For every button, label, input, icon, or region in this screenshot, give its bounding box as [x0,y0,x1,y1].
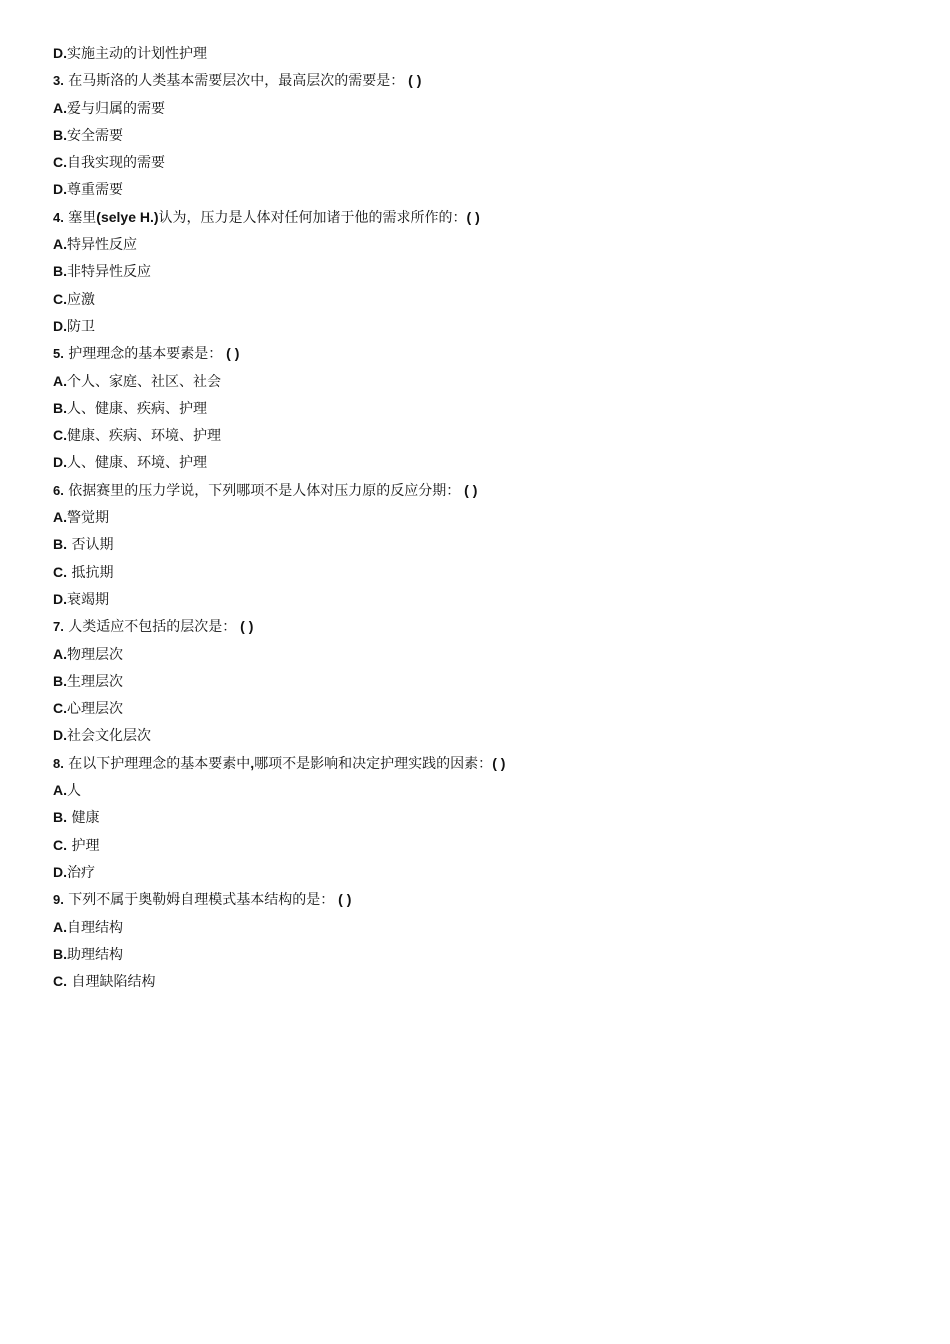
option-text: 人、健康、环境、护理 [67,455,207,472]
option-text: 应激 [67,291,95,308]
question-number: 3. [53,73,64,89]
option-text: 健康、疾病、环境、护理 [67,428,221,445]
question-text: 在马斯洛的人类基本需要层次中，最高层次的需要是： [63,73,405,90]
question-text: 护理理念的基本要素是： [63,346,223,363]
question-text: 人类适应不包括的层次是： [63,619,237,636]
option-text: 护理 [67,837,100,854]
option-line [53,641,913,668]
option-letter: A. [53,645,67,662]
answer-bracket: ( ) [222,345,240,362]
option-letter: C. [53,836,67,853]
option-line [53,559,913,586]
question-line [53,477,913,504]
option-line [53,777,913,804]
question-line [53,340,913,367]
option-letter: D. [53,45,67,61]
option-letter: D. [53,317,67,334]
option-line [53,149,913,176]
option-line [53,914,913,941]
question-number: 9. [53,892,64,908]
option-letter: C. [53,427,67,444]
option-text: 尊重需要 [67,182,123,199]
answer-bracket: ( ) [460,481,478,498]
option-text: 治疗 [67,864,95,881]
option-letter: B. [53,672,67,689]
option-text: 助理结构 [67,946,123,963]
question-line [53,886,913,913]
option-text: 特异性反应 [67,237,137,254]
option-text: 生理层次 [67,673,123,690]
option-letter: A. [53,782,67,799]
answer-bracket: ( ) [492,754,506,771]
option-text: 心理层次 [67,701,123,718]
answer-bracket: ( ) [404,72,422,89]
question-number: 8. [53,755,64,771]
option-line [53,586,913,613]
option-letter: B. [53,945,67,962]
option-text: 非特异性反应 [67,264,151,281]
option-line [53,40,913,67]
option-text: 自我实现的需要 [67,155,165,172]
question-text: 塞里 [63,209,97,226]
option-letter: D. [53,863,67,880]
question-number: 7. [53,619,64,635]
option-line [53,422,913,449]
option-text: 否认期 [67,537,114,554]
option-text: 人 [67,783,81,800]
option-letter: B. [53,536,67,553]
option-line [53,722,913,749]
option-text: 社会文化层次 [67,728,151,745]
option-letter: C. [53,700,67,717]
question-number: 6. [53,482,64,498]
option-line [53,859,913,886]
option-text: 安全需要 [67,127,123,144]
option-text: 自理缺陷结构 [67,974,156,991]
option-letter: B. [53,126,67,143]
option-line [53,804,913,831]
option-letter: A. [53,918,67,935]
option-letter: B. [53,263,67,280]
option-text: 个人、家庭、社区、社会 [67,373,221,390]
question-inline-bold: (selye H.) [96,208,159,225]
option-letter: D. [53,727,67,744]
option-letter: B. [53,399,67,416]
option-text: 抵抗期 [67,564,114,581]
option-line [53,122,913,149]
question-number: 5. [53,346,64,362]
option-text: 健康 [67,810,100,827]
option-letter: B. [53,809,67,826]
question-number: 4. [53,209,64,225]
option-text: 衰竭期 [67,591,109,608]
option-line [53,968,913,995]
option-line [53,504,913,531]
option-letter: A. [53,236,67,253]
option-letter: C. [53,154,67,171]
option-letter: C. [53,563,67,580]
option-line [53,231,913,258]
option-letter: C. [53,290,67,307]
option-line [53,176,913,203]
question-text-tail: 认为，压力是人体对任何加诸于他的需求所作的： [158,209,467,226]
option-line [53,395,913,422]
question-line [53,750,913,777]
option-text: 物理层次 [67,646,123,663]
question-line [53,204,913,231]
question-line [53,67,913,94]
option-text: 防卫 [67,318,95,335]
answer-bracket: ( ) [466,208,480,225]
question-inline-bold: , [250,754,255,771]
option-letter: C. [53,973,67,990]
option-line [53,95,913,122]
question-text-tail: 哪项不是影响和决定护理实践的因素： [254,755,493,772]
answer-bracket: ( ) [334,891,352,908]
option-line [53,668,913,695]
option-letter: A. [53,372,67,389]
option-line [53,286,913,313]
option-line [53,449,913,476]
option-line [53,258,913,285]
option-line [53,313,913,340]
question-line [53,613,913,640]
option-line [53,695,913,722]
option-text: 自理结构 [67,919,123,936]
option-letter: D. [53,181,67,198]
question-text: 依据赛里的压力学说，下列哪项不是人体对压力原的反应分期： [63,482,461,499]
option-text: 警觉期 [67,510,109,527]
option-line [53,368,913,395]
option-line [53,531,913,558]
option-text: 人、健康、疾病、护理 [67,400,207,417]
option-letter: A. [53,99,67,116]
option-text: 实施主动的计划性护理 [67,46,207,62]
document-page [53,40,913,995]
option-line [53,941,913,968]
question-text: 下列不属于奥勒姆自理模式基本结构的是： [63,892,335,909]
option-text: 爱与归属的需要 [67,100,165,117]
option-line [53,832,913,859]
option-letter: D. [53,590,67,607]
question-text: 在以下护理理念的基本要素中 [63,755,251,772]
answer-bracket: ( ) [236,618,254,635]
option-letter: A. [53,509,67,526]
option-letter: D. [53,454,67,471]
